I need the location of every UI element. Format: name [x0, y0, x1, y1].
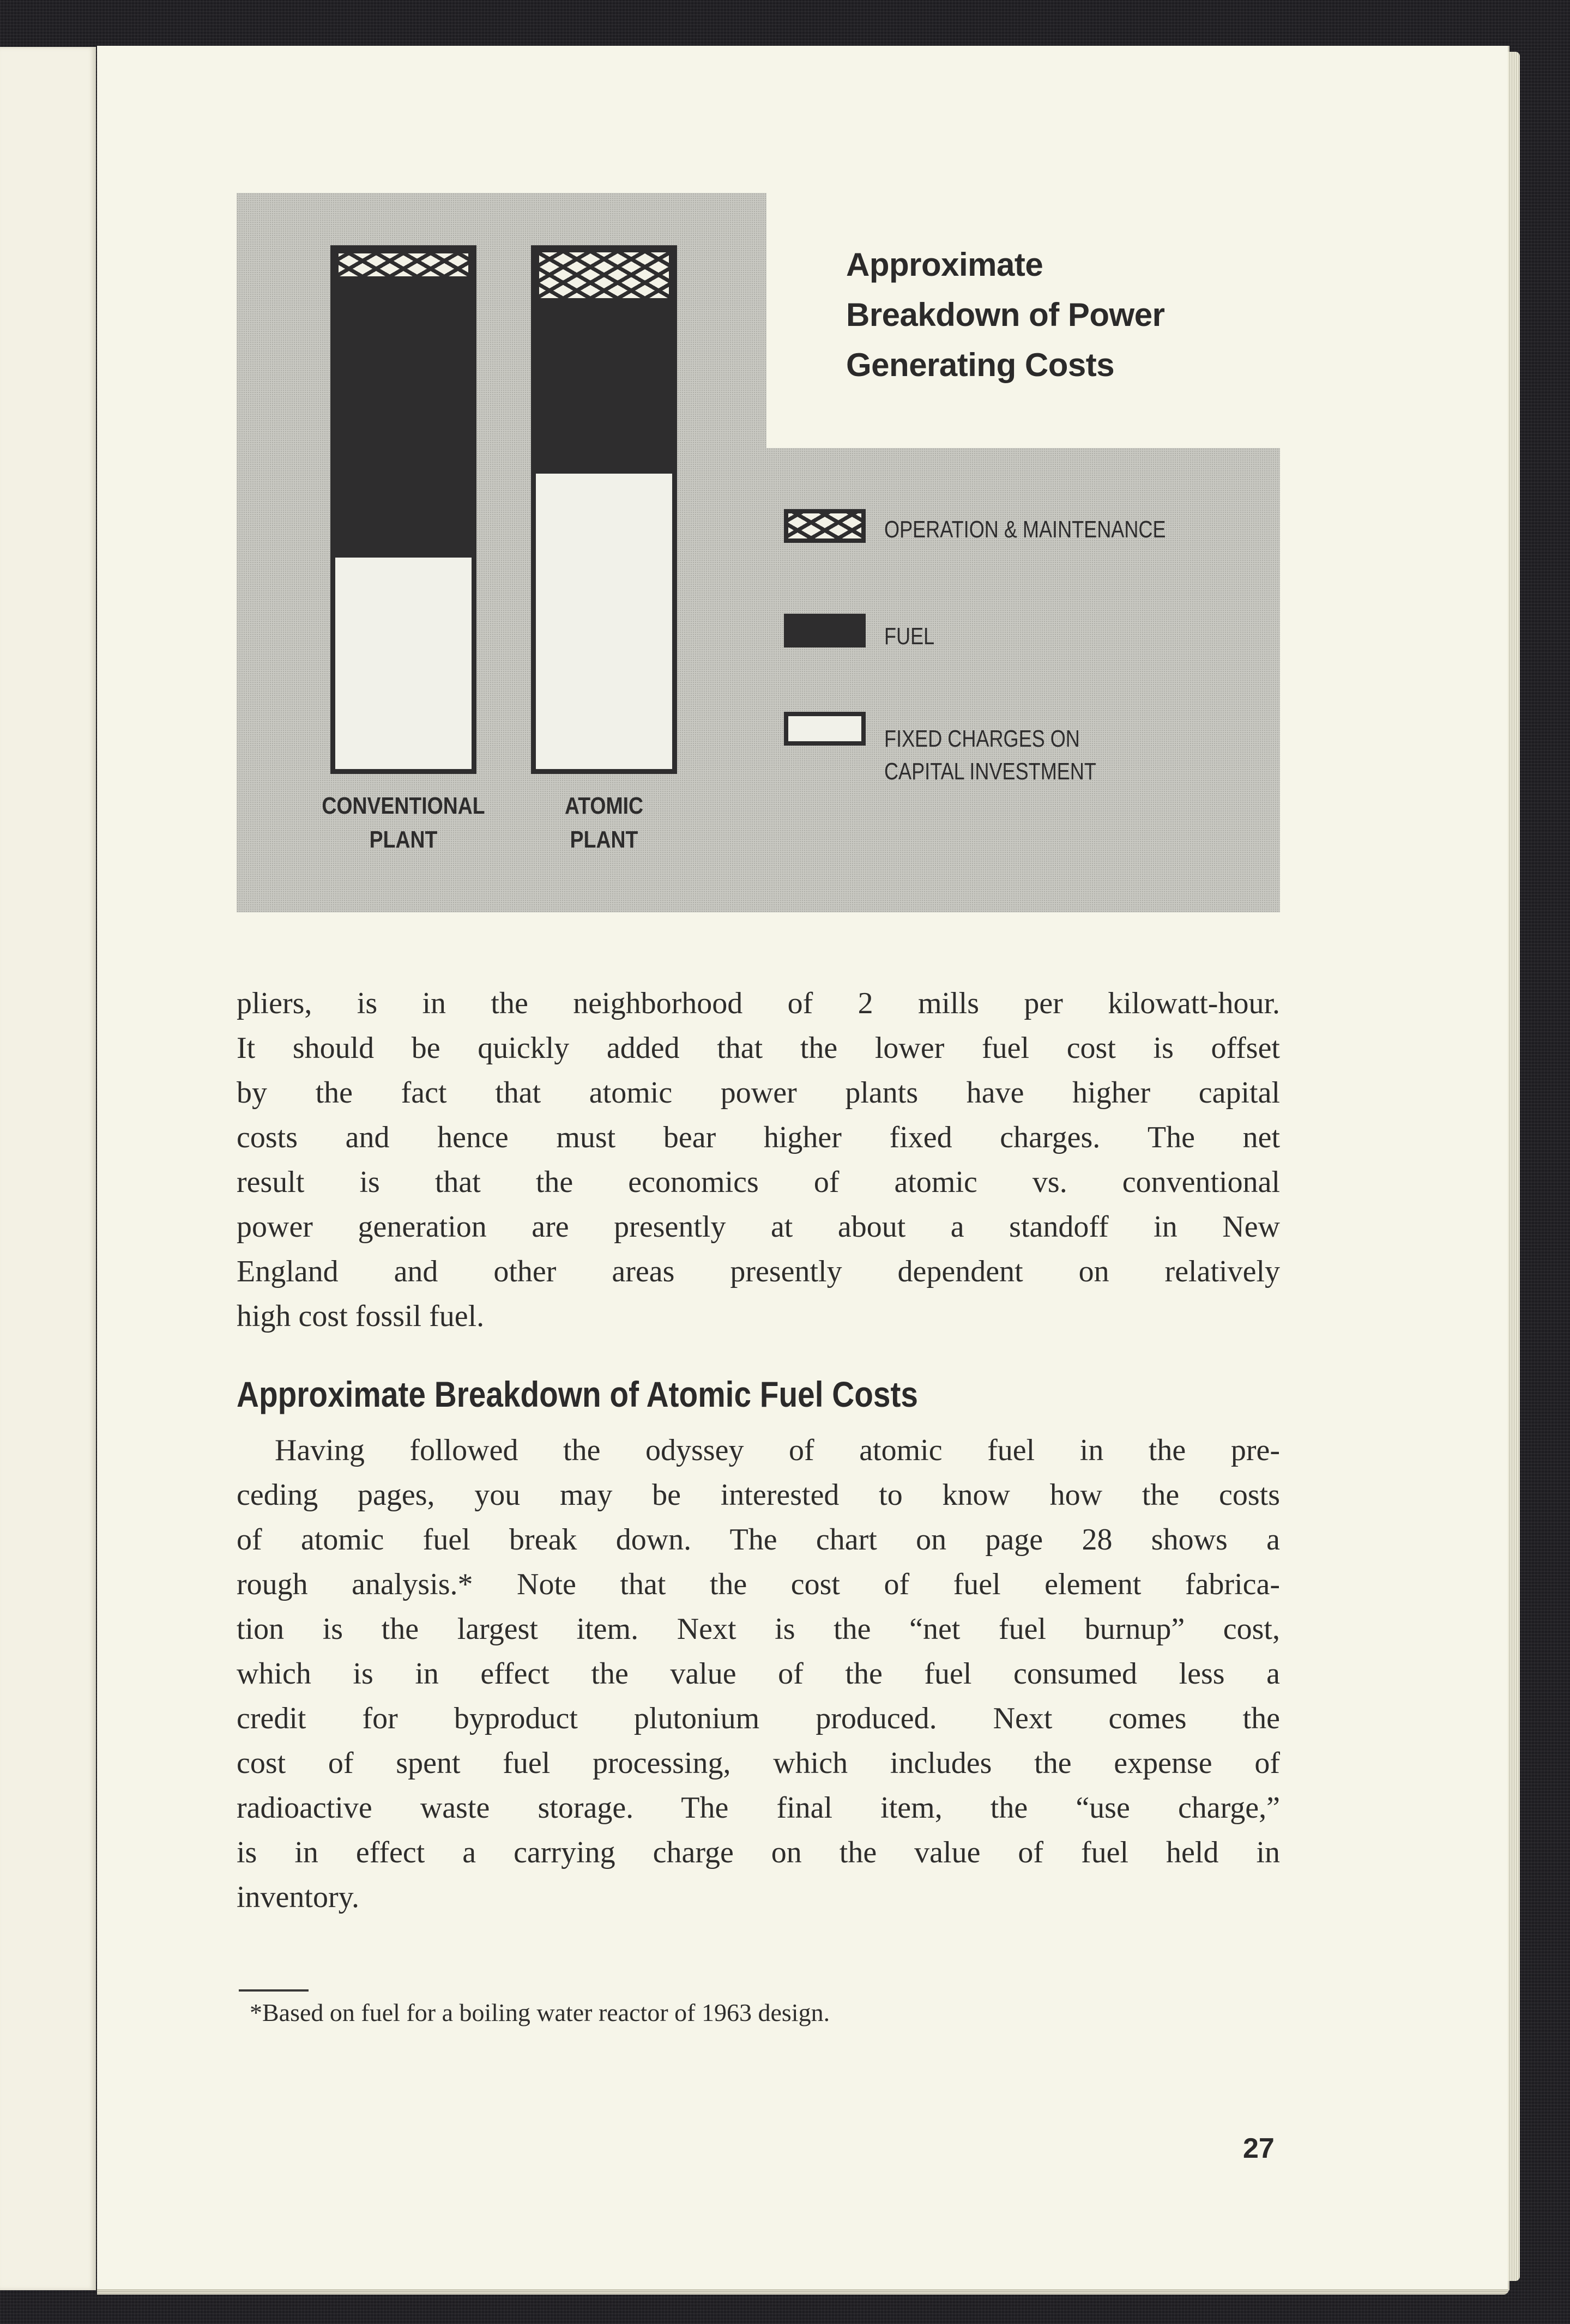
text-line: which is in effect the value of the fuel consumed less a [237, 1657, 1280, 1691]
bar-label-atomic: ATOMIC PLANT [564, 792, 644, 853]
legend-label: OPERATION & MAINTENANCE [884, 516, 1166, 543]
paragraph-2 [237, 1428, 1280, 1920]
previous-page-edge [0, 47, 96, 2290]
paragraph-1 [237, 981, 1280, 1339]
footnote-divider [239, 1989, 309, 1992]
page-number: 27 [1243, 2133, 1275, 2164]
text-line: inventory. [237, 1880, 359, 1914]
figure-title-line: Generating Costs [846, 347, 1115, 383]
text-line: It should be quickly added that the lower fuel cost is offset [237, 1031, 1280, 1065]
text-line: cost of spent fuel processing, which includes the expense of [237, 1746, 1280, 1780]
text-line: high cost fossil fuel. [237, 1299, 485, 1333]
figure-title [846, 240, 1260, 390]
bar-atomic-plant [531, 245, 677, 774]
segment-fuel [335, 276, 472, 555]
text-line: power generation are presently at about a standoff in New [237, 1210, 1280, 1244]
text-line: result is that the economics of atomic vs. conventional [237, 1165, 1280, 1199]
section-heading: Approximate Breakdown of Atomic Fuel Costs [237, 1374, 918, 1414]
text-line: by the fact that atomic power plants have higher capital [237, 1076, 1280, 1110]
text-line: is in effect a carrying charge on the value of fuel held in [237, 1836, 1280, 1869]
text-line: pliers, is in the neighborhood of 2 mills per kilowatt-hour. [237, 987, 1280, 1020]
segment-fuel [536, 298, 672, 474]
open-white-swatch-icon [784, 712, 866, 746]
power-cost-figure [237, 193, 1280, 912]
segment-operation-maintenance [539, 252, 669, 298]
segment-fixed-charges [536, 474, 672, 769]
footnote: *Based on fuel for a boiling water reactor of 1963 design. [250, 1999, 830, 2026]
legend-label: FUEL [884, 623, 935, 650]
text-line: of atomic fuel break down. The chart on page 28 shows a [237, 1523, 1280, 1557]
text-line: tion is the largest item. Next is the “net fuel burnup” cost, [237, 1612, 1280, 1646]
text-line: radioactive waste storage. The final item, the “use charge,” [237, 1791, 1280, 1825]
segment-operation-maintenance [339, 253, 468, 276]
page-stack-edge [1508, 52, 1520, 2281]
bar-conventional-plant [330, 245, 476, 774]
text-line: rough analysis.* Note that the cost of fuel element fabrica- [237, 1568, 1280, 1601]
figure-title-line: Breakdown of Power [846, 296, 1165, 333]
text-line: credit for byproduct plutonium produced. Next comes the [237, 1702, 1280, 1735]
legend-label: FIXED CHARGES ON [884, 725, 1080, 752]
text-line: Having followed the odyssey of atomic fuel in the pre- [275, 1433, 1280, 1467]
text-line: ceding pages, you may be interested to know how the costs [237, 1478, 1280, 1512]
segment-fixed-charges [335, 558, 472, 769]
page-stack-bottom [97, 2289, 1509, 2295]
bar-label-conventional: CONVENTIONAL PLANT [322, 792, 485, 853]
figure-title-line: Approximate [846, 246, 1043, 283]
text-line: costs and hence must bear higher fixed charges. The net [237, 1121, 1280, 1154]
crosshatch-swatch-icon [784, 509, 866, 543]
legend-label: CAPITAL INVESTMENT [884, 758, 1096, 785]
text-line: England and other areas presently dependent on relatively [237, 1255, 1280, 1288]
solid-dark-swatch-icon [784, 614, 866, 647]
